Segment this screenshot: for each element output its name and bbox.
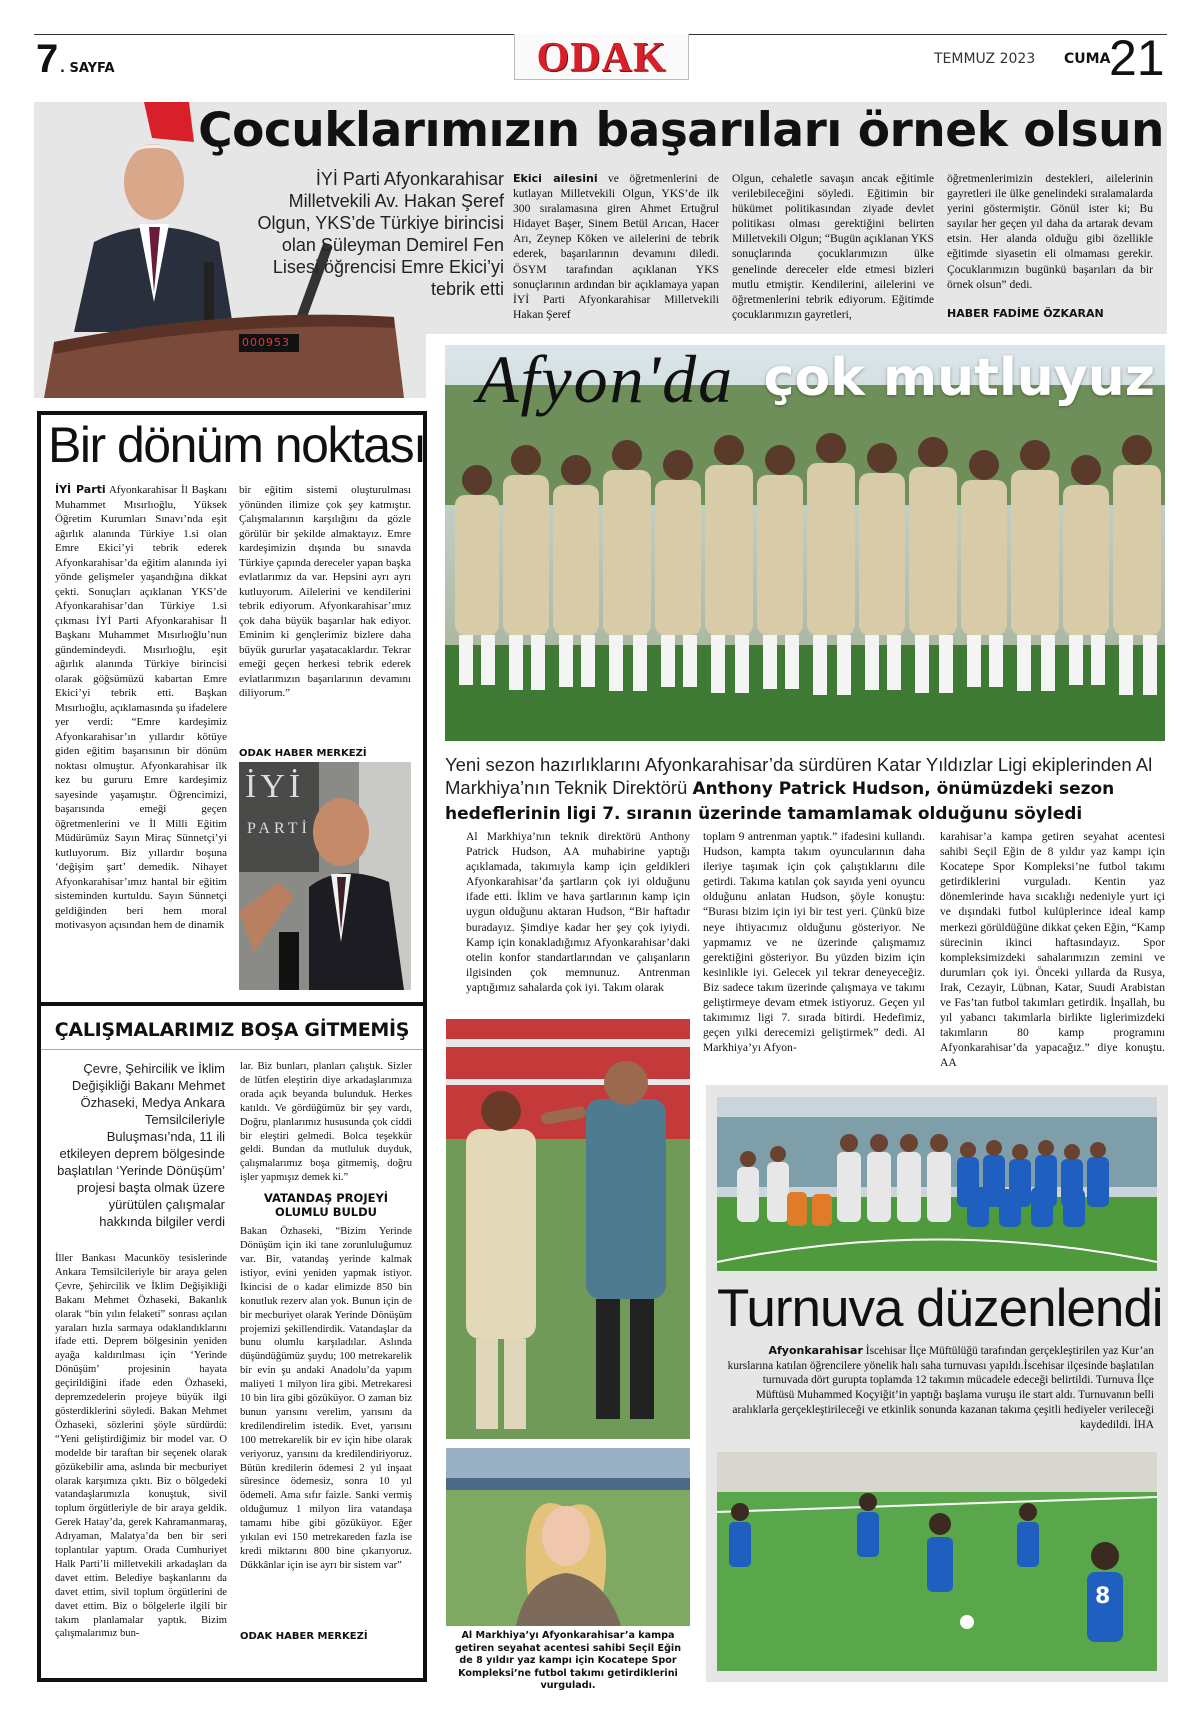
col1-lead: Ekici ailesini <box>513 172 598 185</box>
article-turning-point-col2-wrap <box>239 483 411 759</box>
article-education-col3-wrap <box>947 171 1153 320</box>
agency-owner-caption: Al Markhiya’yı Afyonkarahisar’a kampa getiren seyahat acentesi sahibi Seçil Eğin de 8 yıldır yaz kampı için Kocatepe Spor Kompleksi’ne futbol takımı getirdiklerini vurguladı. <box>454 1630 682 1691</box>
coach-article-col3: karahisar’a kampa getiren seyahat acentesi sahibi Seçil Eğin de 8 yıldır yaz kampı için Kocatepe Spor Kompleksi’ne futbol takımı getirdiklerini vurguladı. Kentin yaz dönemlerinde hava sıcaklığı nedeniyle yurt içi ve dışındaki futbol kulüplerince ideal kamp merkezi görüldüğüne dikkat çeken Eğin, “Kamp sürecinin ikinci haftasındayız. Spor kompleksimizdeki sahalarımızın zemini ve durumları çok iyi. Önceki yıllarda da Rusya, Irak, Cezayir, Lübnan, Katar, Suudi Arabistan ve Fas’tan futbol takımları getirdik. İnşallah, bu yıl yabancı takımlarla birlikte liglerimizdeki takımların 80 kamp programını Afyonkarahisar’da yapacağız.” diye konuştu. AA <box>940 830 1165 1070</box>
article-education-byline: HABER FADİME ÖZKARAN <box>947 307 1104 320</box>
photo-agency-owner <box>446 1448 690 1626</box>
issue-weekday: CUMA <box>1064 51 1111 67</box>
coach-lede-bold: Anthony Patrick Hudson, önümüzdeki sezon hedeflerinin ligi 7. sıranın üzerinde tamamlamak olduğunu söyledi <box>445 779 1115 824</box>
col1-text: ve öğretmenlerini de kutlayan Milletvekili Olgun, YKS’de ilk 300 sıralamasına giren Ahmet Ertuğrul Hidayet Başer, Sinem Betül Arıcan, Hacer Arı, Zeynep Köken ve ailelerini de tebrik ederek, başarılarının devamını diledi. ÖSYM tarafından açıklanan YKS sonuçlarının ardından bir açıklamaya yapan İYİ Parti Afyonkarahisar Milletvekili Hakan Şeref <box>513 172 719 321</box>
article-turning-point-byline: ODAK HABER MERKEZİ <box>239 748 367 759</box>
article-urban-col1: İller Bankası Macunköy tesislerinde Ankara Temsilcileriyle bir araya gelen Çevre, Şehircilik ve İklim Değişikliği Bakanı Mehmet Özhaseki, Bakanlık olarak “bin yılın felaketi” sonrası açılan yaraları hızla sarmaya odaklandıklarını ifade etti. Deprem bölgesinin yeniden ayağa kaldırılması için ‘Yerinde Dönüşüm’ projesinin hayata geçirildiğini ifade eden Özhaseki, depremzedelerin projeye büyük ilgi gösterdiklerini söyledi. Bakan Mehmet Özhaseki, sözlerini şöyle sürdürdü: “Yeni geliştirdiğimiz bir model var. O modelde bir taraftan bir seçenek olarak gözükebilir ama, aslında bir mecburiyet olarak karşımıza çıktı. Biz o bölgedeki vatandaşlarımızla konuştuk, sivil toplum örgütleriyle de bir araya geldik. Gerek Hatay’da, gerek Kahramanmaraş, Adıyaman, Malatya’da ben bir seri toplantılar yaptım. Orada Cumhuriyet Halk Parti’li milletvekili arkadaşları da davet ettim. Belediye başkanlarını da davet ettim, sivil toplum örgütlerini de davet ettim. Biz o bölgelerle ilgili bir takım planlamalar yaptık. Bizim çalışmalarımız bun- <box>55 1253 227 1640</box>
photo-tournament-group <box>717 1097 1157 1271</box>
coach-article-col2: toplam 9 antrenman yaptık.” ifadesini kullandı. Hudson, kampta takım oyuncularının daha ileriye taşımak için çok çalıştıklarını dile getirdi. Takıma katılan çok sayıda yeni oyuncu olduğunu anlatan Hudson, şöyle konuştu: “Burası bizim için iyi bir test yeri. Çünkü bize neye ihtiyacımız olduğunu gösteriyor. Ne yapmamız ve ne üzerinde çalışmamız gerektiğini gösteriyor. Bu yüzden bizim için kesinlikle iyi. Gelecek yıl tekrar deneyeceğiz. Biz sadece takım üzerinde çalışmaya ve takımı geliştirmeye devam etmek istiyoruz. Geçen yıl takımımız ligi 7. sırada bitirdi. Hedefimiz, geçen yılki derecemizi geliştirmek” dedi. Al Markhiya’yı Afyon- <box>703 830 925 1055</box>
article-turning-point-col2: bir eğitim sistemi oluşturulması yönünden ilimize çok şey katmıştır. Çalışmalarının karşılığını da gözle görülür bir şekilde almaktayız. Emre kardeşimizin dışında bu sınavda Türkiye çapında dereceler yapan başka evlatlarımız da var. Hepsini ayrı ayrı kutluyorum. Ailelerini ve kendilerini tebrik ediyorum. Afyonkarahisar’ımız çok daha büyük başarılar hak ediyor. Eminim ki gençlerimiz bizlere daha büyük gururlar yaşatacaklardır. Tekrar emeği geçen herkesi tebrik ederek evlatlarımızın başarılarının devamını diliyorum.” <box>239 484 411 699</box>
page-number: 7 <box>36 37 59 81</box>
newspaper-logo: ODAK <box>536 35 667 81</box>
article-urban-subhead: VATANDAŞ PROJEYİ OLUMLU BULDU <box>263 1191 389 1220</box>
article-education-col3: öğretmenlerimizin destekleri, ailelerinin gayretleri ile ülke genelindeki sıralamalarda yerini göstermiştir. Gönül ister ki; Bu sayılar her geçen yıl daha da artarak devam etsin. Her alanda olduğu gibi özellikle eğitimde siyasetin eli olmaması gerekir. Çocuklarımızın bugünkü başarıları da bir örnek olsun” dedi. <box>947 172 1153 291</box>
party-logo-text: İYİ <box>245 768 305 805</box>
coach-article-lede <box>445 753 1167 826</box>
jersey-number: 8 <box>1095 1584 1111 1609</box>
article-urban-headline: ÇALIŞMALARIMIZ BOŞA GİTMEMİŞ <box>41 1010 423 1050</box>
tournament-text: İscehisar İlçe Müftülüğü tarafından gerçekleştirilen yaz Kur’an kurslarına katılan öğrencilere yönelik halı saha turnuvası yapıldı.İscehisar ilçesinde başlatılan turnuvada dört gurupta toplamda 12 takımın mücadele edeceği belirtildi. Turnuva İlçe Müftüsü Muhammed Koçyiğit’in yaptığı başlama vuruşu ile start aldı. Turnuvanın belli aralıklarla gerçekleştirileceği ve etkinlik sonunda kazanan takıma çeşitli hediyeler verileceği kaydedildi. İHA <box>727 1345 1154 1431</box>
article-turning-point-headline: Bir dönüm noktası <box>48 417 426 473</box>
article-tournament-body <box>722 1344 1154 1432</box>
article-urban-col2a: lar. Biz bunları, planları çalıştık. Sizler de lütfen eleştirin diye arkadaşlarımıza orada açık beyanda bulunduk. Herkes katıldı. Ve gördüğümüz bir şey vardı, Doğru, planlarımız hususunda çok ciddi bir eleştiri gelmedi. Bolca teşekkür geldi. Bundan da mutluluk duyduk, çalışmalarımız boşa gitmemiş, doğru işler yapmışız demek ki.” <box>240 1061 412 1184</box>
col1-lead: İYİ Parti <box>55 483 106 496</box>
article-urban-col2-wrap <box>240 1060 412 1642</box>
issue-date: TEMMUZ 2023 <box>934 51 1036 67</box>
photo-tournament-match <box>717 1452 1157 1671</box>
col1-text: Afyonkarahisar İl Başkanı Muhammet Mısırlıoğlu, Yüksek Öğretim Kurumları Sınavı’nda eşit ağırlık alanında Türkiye 1.si olan Emre Ekici’yi tebrik ederek Afyonkarahisar’da eğitim alanında iyi yönde gelişmeler yaşandığına dikkat çekti. Sonuçları açıklanan YKS’de Afyonkarahisar’dan Türkiye 1.si çıkması İYİ Parti Afyonkarahisar İl Başkanı Muhammet Mısırlıoğlu’nun gündemindeydi. Mısırlıoğlu, eşit ağırlık alanında Türkiye birincisi olarak göğsümüzü kabartan Emre Ekici’yi tebrik etti. Başkan Mısırlıoğlu, açıklamasında şu ifadelere yer verdi: “Emre kardeşimiz Afyonkarahisar’ın yıllardır kötüye giden eğitim başarısının bir dönüm noktası olmuştur. Afyonkarahisar ilk kez bu gururu Emre kardeşimiz sayesinde yaşamıştır. Öğrencimizi, başarısında emeği geçen öğretmenlerini ve İl Milli Eğitim Müdürümüz Sayın Miraç Sünnetçi’yi kutluyorum. Biz yıllardır boşuna ‘değişim şart’ demedik. Nihayet Afyonkarahisar’ımız hantal bir eğitim sisteminden kurtuldu. Sayın Sünnetçi geldiğinden beri hem moral motivasyon açısından hem de dinamik <box>55 484 228 931</box>
page-label: . SAYFA <box>60 61 115 76</box>
coach-article-col1: Al Markhiya’nın teknik direktörü Anthony Patrick Hudson, AA muhabirine yaptığı açıklamada, takımıyla kamp için geldikleri Afyonkarahisar’da şartların çok iyi olduğunu ifade etti. İklim ve hava şartlarının kamp için uygun olduğunu aktaran Hudson, “Bir haftadır buradayız. Şimdiye kadar her şey çok iyiydi. Kamp için konakladığımız Afyonkarahisar’daki otelin konfor standartlarından ve çalışanların ilgisinden çok memnunuz. Antrenman yaptığımız sahalarda çok iyi. Takım olarak <box>466 830 690 994</box>
photo-party-chairman <box>239 762 411 990</box>
agency-owner-illustration <box>446 1448 690 1626</box>
article-urban-lede: Çevre, Şehircilik ve İklim Değişikliği Bakanı Mehmet Özhaseki, Medya Ankara Temsilcileriyle Buluşması’nda, 11 ili etkileyen deprem bölgesinde başlatılan ‘Yerinde Dönüşüm’ projesi başta olmak üzere yürütülen çalışmalar hakkında bilgiler verdi <box>57 1061 225 1229</box>
tournament-lead: Afyonkarahisar <box>768 1344 863 1357</box>
issue-day: 21 <box>1109 30 1165 86</box>
article-tournament-headline: Turnuva düzenlendi <box>717 1279 1163 1338</box>
training-session-illustration <box>446 1019 690 1439</box>
tournament-group-illustration <box>717 1097 1157 1271</box>
article-education-lede: İYİ Parti Afyonkarahisar Milletvekili Av. Hakan Şeref Olgun, YKS’de Türkiye birincisi olan Süleyman Demirel Fen Lisesi öğrencisi Emre Ekici’yi tebrik etti <box>257 169 504 299</box>
article-urban-col2b: Bakan Özhaseki, “Bizim Yerinde Dönüşüm için iki tane zorunluluğumuz var. Bir, vatandaş yerinde kalmak istiyor, evini yeniden yapmak istiyor. İkincisi de o kadar elimizde 850 bin konutluk rezerv alan yok. Bunun için de bir mecburiyet olarak Yerinde Dönüşüm projemizi şekillendirdik. Vatandaşlar da bunu olumlu karşıladılar. Aslında düşündüğümüz şuydu; 100 metrekarelik bir evin şu andaki Anadolu’da yapım maliyeti 1 milyon lira gibi. Metrekaresi 10 bin lira gibi gözüküyor. O zaman biz bunun yarısını verelim, yarısını da kredilendirelim istedik. Evet, yarısını 100 metrekarelik bir ev için hibe olarak veriyoruz, yarısını da kredilendiriyoruz. Bütün kredilerin ödemesi 2 yıl inşaat süresince ödemesiz, sonra 10 yıl ödemeli. Ama sıfır faizle. Sanki vermiş olduğumuz 1 milyon lira vatandaşa tamamı hibe gibi gözüküyor. Eğer yıkılan evi 150 metrekareden fazla ise kredi miktarını 800 bine çıkarıyoruz. Dükkânlar için ise ayrı bir sistem var” <box>240 1226 412 1571</box>
photo-team-huddle <box>445 341 1165 741</box>
photo-training-session <box>446 1019 690 1439</box>
article-education-col2: Olgun, cehaletle savaşın ancak eğitimle verilebileceğini söyledi. Eğitimin bir hükümet politikasından ziyade devlet politikası olması gerektiğini belirten Milletvekili Olgun; “Bugün açıklanan YKS sonuçlarında çocuklarımızın ülke genelinde dereceler elde etmesi bizleri mutlu etmiştir. Kendilerini, ailelerini ve öğretmenlerini tebrik ediyorum. Eğitimde çocuklarımızın gayretleri, <box>732 172 934 321</box>
huddle-headline: çok mutluyuz <box>763 348 1155 408</box>
article-education-headline: Çocuklarımızın başarıları örnek olsun <box>198 103 1164 158</box>
article-turning-point-col1 <box>55 483 228 931</box>
article-urban-byline: ODAK HABER MERKEZİ <box>240 1631 368 1643</box>
huddle-script-title: Afyon'da <box>477 341 735 417</box>
coach-lede-plain: Yeni sezon hazırlıklarını Afyonkarahisar’da sürdüren Katar Yıldızlar Ligi ekiplerinden Al Markhiya’nın Teknik Direktörü <box>445 754 1153 798</box>
party-logo-sub: PARTİ <box>247 820 311 837</box>
masthead <box>34 30 1167 86</box>
tournament-match-illustration <box>717 1452 1157 1671</box>
podium-display: 000953 <box>242 336 290 349</box>
article-education-col1 <box>513 171 719 324</box>
